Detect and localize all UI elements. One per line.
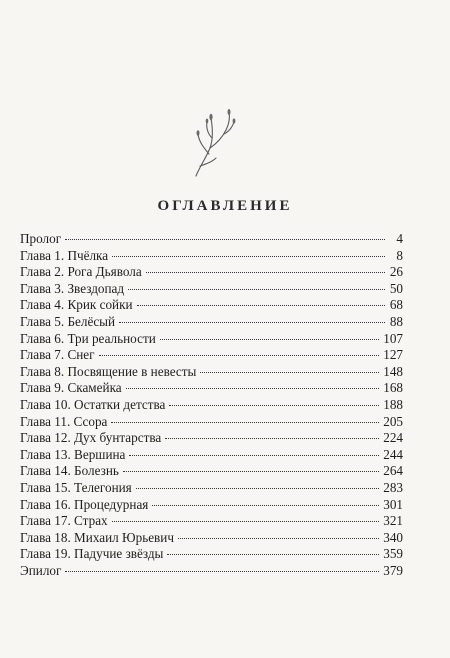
toc-entry[interactable] <box>20 463 403 480</box>
toc-entry-page: 205 <box>383 413 403 429</box>
toc-entry[interactable] <box>20 264 403 281</box>
dot-leader <box>128 289 385 290</box>
toc-entry-page: 340 <box>383 529 403 545</box>
toc-entry[interactable] <box>20 397 403 414</box>
dot-leader <box>99 355 380 356</box>
toc-entry-page: 264 <box>383 463 403 479</box>
toc-entry[interactable] <box>20 314 403 331</box>
plant-sprig-icon <box>186 108 246 178</box>
toc-entry[interactable] <box>20 380 403 397</box>
toc-entry-title: Глава 14. Болезнь <box>20 463 119 479</box>
toc-entry-page: 359 <box>383 546 403 562</box>
toc-entry-page: 107 <box>383 330 403 346</box>
toc-entry-page: 168 <box>383 380 403 396</box>
toc-entry-page: 4 <box>396 231 403 246</box>
dot-leader <box>111 422 379 423</box>
toc-entry[interactable] <box>20 364 403 381</box>
toc-entry-title: Глава 11. Ссора <box>20 413 108 429</box>
toc-heading: ОГЛАВЛЕНИЕ <box>157 198 293 214</box>
toc-entry[interactable] <box>20 281 403 298</box>
toc-entry-page: 88 <box>389 313 403 329</box>
toc-entry-title: Глава 9. Скамейка <box>20 380 122 396</box>
dot-leader <box>65 571 379 572</box>
dot-leader <box>152 505 379 506</box>
toc-entry-title: Глава 15. Телегония <box>20 479 132 495</box>
toc-entry[interactable] <box>20 447 403 464</box>
toc-entry[interactable] <box>20 513 403 530</box>
dot-leader <box>178 538 379 539</box>
dot-leader <box>126 388 380 389</box>
toc-entry-page: 127 <box>383 347 403 363</box>
toc-entry-page: 283 <box>383 479 403 495</box>
toc-entry-page: 26 <box>389 264 403 280</box>
toc-entry-title: Пролог <box>20 231 62 246</box>
toc-entry-title: Глава 7. Снег <box>20 347 95 363</box>
toc-entry-title: Эпилог <box>20 562 62 578</box>
toc-entry-title: Глава 5. Белёсый <box>20 313 116 329</box>
dot-leader <box>112 256 385 257</box>
toc-entry-title: Глава 19. Падучие звёзды <box>20 546 164 562</box>
dot-leader <box>165 438 379 439</box>
dot-leader <box>160 339 379 340</box>
dot-leader <box>169 405 379 406</box>
toc-entry-page: 68 <box>389 297 403 313</box>
toc-entry-page: 379 <box>383 562 403 578</box>
toc-entry[interactable] <box>20 297 403 314</box>
toc-entry[interactable] <box>20 414 403 431</box>
dot-leader <box>137 305 385 306</box>
toc-entry-page: 148 <box>383 363 403 379</box>
dot-leader <box>200 372 379 373</box>
dot-leader <box>65 239 385 240</box>
toc-entry-title: Глава 12. Дух бунтарства <box>20 430 162 446</box>
toc-entry-page: 321 <box>383 513 403 529</box>
dot-leader <box>112 521 380 522</box>
dot-leader <box>136 488 379 489</box>
table-of-contents <box>20 231 403 579</box>
toc-entry-title: Глава 1. Пчёлка <box>20 247 109 263</box>
toc-entry-page: 50 <box>389 280 403 296</box>
dot-leader <box>167 554 379 555</box>
toc-entry-title: Глава 3. Звездопад <box>20 280 125 296</box>
toc-entry[interactable] <box>20 231 403 248</box>
toc-entry-page: 301 <box>383 496 403 512</box>
toc-entry-page: 188 <box>383 396 403 412</box>
toc-entry[interactable] <box>20 331 403 348</box>
toc-entry[interactable] <box>20 546 403 563</box>
toc-entry-page: 8 <box>396 247 403 263</box>
toc-entry-page: 244 <box>383 446 403 462</box>
toc-entry-title: Глава 16. Процедурная <box>20 496 149 512</box>
toc-entry[interactable] <box>20 563 403 580</box>
dot-leader <box>123 471 379 472</box>
toc-entry[interactable] <box>20 430 403 447</box>
dot-leader <box>119 322 385 323</box>
toc-entry-title: Глава 6. Три реальности <box>20 330 156 346</box>
toc-entry[interactable] <box>20 497 403 514</box>
toc-entry-title: Глава 4. Крик сойки <box>20 297 133 313</box>
toc-entry-title: Глава 13. Вершина <box>20 446 126 462</box>
toc-entry-title: Глава 17. Страх <box>20 513 108 529</box>
toc-entry[interactable] <box>20 248 403 265</box>
toc-entry-title: Глава 2. Рога Дьявола <box>20 264 142 280</box>
toc-entry[interactable] <box>20 530 403 547</box>
toc-entry-title: Глава 8. Посвящение в невесты <box>20 363 197 379</box>
dot-leader <box>146 272 385 273</box>
toc-entry-page: 224 <box>383 430 403 446</box>
toc-entry-title: Глава 10. Остатки детства <box>20 396 166 412</box>
dot-leader <box>129 455 379 456</box>
toc-entry-title: Глава 18. Михаил Юрьевич <box>20 529 174 545</box>
toc-entry[interactable] <box>20 347 403 364</box>
toc-entry[interactable] <box>20 480 403 497</box>
